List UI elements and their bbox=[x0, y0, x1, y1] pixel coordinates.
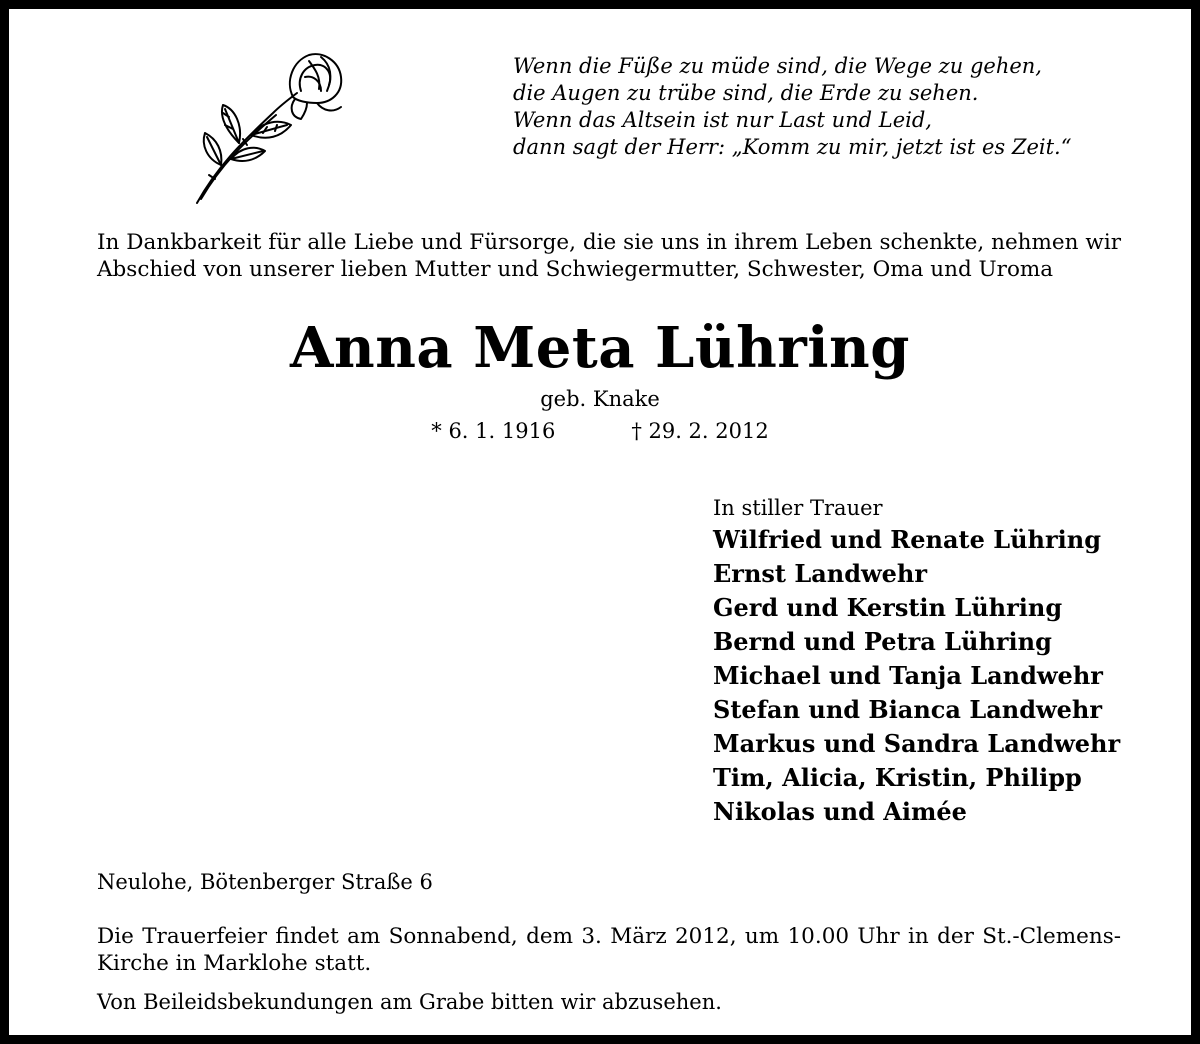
maiden-name: geb. Knake bbox=[540, 387, 660, 411]
address: Neulohe, Bötenberger Straße 6 bbox=[97, 870, 433, 894]
ceremony-info: Die Trauerfeier findet am Sonnabend, dem 3. März 2012, um 10.00 Uhr in der St.-Clemens-Kirche in Marklohe statt. bbox=[97, 924, 1121, 976]
condolence-note: Von Beileidsbekundungen am Grabe bitten wir abzusehen. bbox=[97, 990, 722, 1014]
mourner-name: Nikolas und Aimée bbox=[713, 797, 967, 826]
mourners-heading: In stiller Trauer bbox=[713, 496, 883, 520]
mourner-name: Bernd und Petra Lühring bbox=[713, 627, 1052, 656]
mourner-name: Gerd und Kerstin Lühring bbox=[713, 593, 1063, 622]
deceased-name: Anna Meta Lühring bbox=[290, 315, 910, 381]
mourner-name: Wilfried und Renate Lühring bbox=[713, 525, 1101, 554]
poem-line: Wenn die Füße zu müde sind, die Wege zu gehen, bbox=[513, 54, 1042, 78]
intro-text: In Dankbarkeit für alle Liebe und Fürsorge, die sie uns in ihrem Leben schenkte, nehmen wir Abschied von unserer lieben Mutter und Schwiegermutter, Schwester, Oma und Uroma bbox=[97, 230, 1121, 282]
mourner-name: Tim, Alicia, Kristin, Philipp bbox=[713, 763, 1082, 792]
poem-line: dann sagt der Herr: „Komm zu mir, jetzt ist es Zeit.“ bbox=[513, 135, 1072, 159]
poem-line: Wenn das Altsein ist nur Last und Leid, bbox=[513, 108, 932, 132]
poem-line: die Augen zu trübe sind, die Erde zu sehen. bbox=[513, 81, 979, 105]
poem bbox=[513, 53, 1153, 161]
rose-icon bbox=[181, 47, 361, 209]
life-dates bbox=[9, 418, 1191, 444]
mourner-name: Ernst Landwehr bbox=[713, 559, 928, 588]
mourner-name: Stefan und Bianca Landwehr bbox=[713, 695, 1103, 724]
death-date: † 29. 2. 2012 bbox=[631, 419, 769, 443]
mourners-list bbox=[713, 523, 1120, 829]
birth-date: * 6. 1. 1916 bbox=[431, 419, 556, 443]
mourner-name: Michael und Tanja Landwehr bbox=[713, 661, 1103, 690]
mourner-name: Markus und Sandra Landwehr bbox=[713, 729, 1121, 758]
